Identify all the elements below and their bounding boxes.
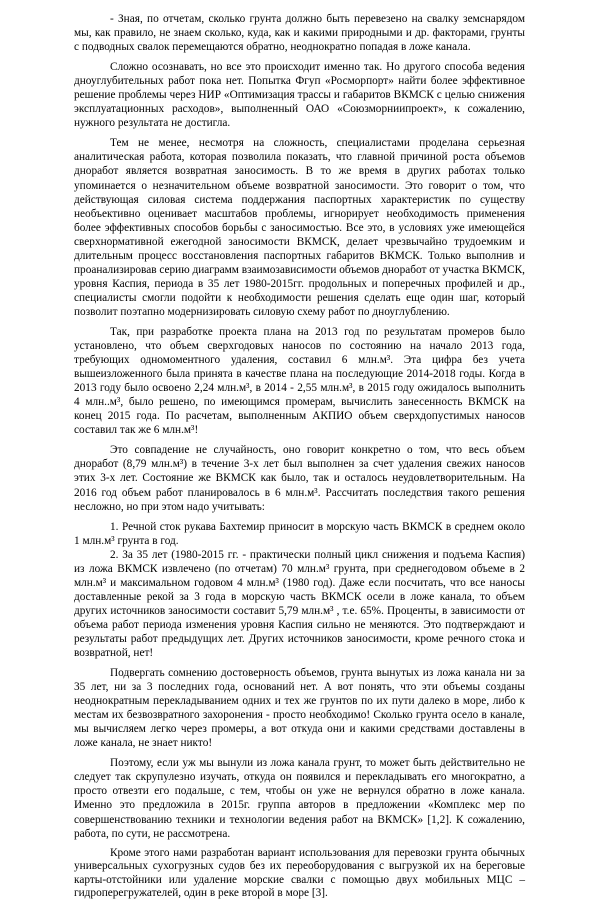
paragraph-proposal-2015: Поэтому, если уж мы вынули из ложа канала грунт, то может быть действительно не следует так скрупулезно изучать, откуда он появился и перекладывать его многократно, а просто отвезти его подальше, с тем, чтобы он уже не вернулся обратно в ложе канала. Именно это предложила в 2015г. группа авторов в предложении «Комплекс мер по совершенствованию техники и технологии ведения работ на ВКМСК» [1,2]. К сожалению, работа, по сути, не рассмотрена.	[74, 757, 525, 840]
paragraph-point-2-35-years: 2. За 35 лет (1980-2015 гг. - практически полный цикл снижения и подъема Каспия) из ложа ВКМСК извлечено (по отчетам) 70 млн.м³ грунта, при среднегодовом объеме в 2 млн.м³ и максимальном годовом 4 млн.м³ (1980 год). Даже если посчитать, что все наносы доставленные рекой за 3 года в морскую часть ВКМСК осели в ложе канала, то объем других источников заносимости составит 5,79 млн.м³ , т.е. 65%. Проценты, в зависимости от объема работ периода изменения уровня Каспия сильно не меняются. Это подтверждают и результаты работ предыдущих лет. Других источников заносимости, кроме речного стока и возвратной, нет!	[74, 548, 525, 660]
paragraph-doubt-volumes: Подвергать сомнению достоверность объемов, грунта вынутых из ложа канала ни за 35 лет, ни за 3 последних года, оснований нет. А вот понять, что эти объемы созданы неоднократным перекладыванием одних и тех же грунтов по их пути далеко в море, либо к местам их безвозвратного захоронения - просто необходимо! Сколько грунта осело в канале, мы вычисляем легко через промеры, а вот откуда они и какими средствами доставлены в ложе канала, не знает никто!	[74, 667, 525, 750]
paragraph-analytical-work: Тем не менее, несмотря на сложность, специалистами проделана серьезная аналитическая работа, которая позволила показать, что главной причиной роста объемов дноработ является возвратная заносимость. В то же время в других работах только упоминается о незначительном объеме возвратной заносимости. Это говорит о том, что действующая силовая система поддержания паспортных характеристик по существу необъективно оценивает масштабов проблемы, игнорирует необходимость применения более эффективных способов борьбы с заносимостью. Все это, в условиях уже имеющейся сверхнормативной ежегодной заносимости ВКМСК, делает чрезвычайно трудоемким и длительным процесс восстановления паспортных габаритов ВКМСК. Только выполнив и проанализировав серию диаграмм взаимозависимости объемов дноработ от участка ВКМСК, уровня Каспия, периода в 35 лет 1980-2015гг. продольных и поперечных профилей и др., специалисты смогли подойти к необходимости решения сделать еще один шаг, который позволит поэтапно модернизировать силовую схему работ по дноуглублению.	[74, 137, 525, 318]
paragraph-returning-soil: - Зная, по отчетам, сколько грунта должно быть перевезено на свалку земснарядом мы, как правило, не знаем сколько, куда, как и какими природными и др. факторами, грунты с подводных свалок перемещаются обратно, неоднократно попадая в ложе канала.	[74, 13, 525, 54]
paragraph-plan-2013: Так, при разработке проекта плана на 2013 год по результатам промеров было установлено, что объем сверхгодовых наносов по состоянию на начало 2013 года, требующих одномоментного удаления, составил 6 млн.м³. Эта цифра без учета вышеизложенного была принята в качестве плана на последующие 2014-2018 годы. Когда в 2013 году было освоено 2,24 млн.м³, в 2014 - 2,55 млн.м³, в 2015 году ожидалось выполнить 4 млн..м³, было решено, по имеющимся промерам, вычислить занесенность ВКМСК на конец 2015 года. По расчетам, выполненным АКПИО объем сверхдопустимых наносов составил так же 6 млн.м³!	[74, 325, 525, 437]
paragraph-research-attempt: Сложно осознавать, но все это происходит именно так. Но другого способа ведения дноуглубительных работ пока нет. Попытка Фгуп «Росморпорт» найти более эффективное решение проблемы через НИР «Оптимизация трассы и габаритов ВКМСК с целью снижения эксплуатационных расходов», выполненный ОАО «Союзморниипроект», к сожалению, нужного результата не достигла.	[74, 61, 525, 130]
paragraph-dry-cargo-option: Кроме этого нами разработан вариант использования для перевозки грунта обычных универсальных сухогрузных судов без их переоборудования с выгрузкой их на береговые карты-отстойники или удаление морские свалки с помощью двух мобильных МЦС – гидроперегружателей, один в реке второй в море [3].	[74, 846, 525, 900]
paragraph-point-1-river-flow: 1. Речной сток рукава Бахтемир приносит в морскую часть ВКМСК в среднем около 1 млн.м³ грунта в год.	[74, 520, 525, 547]
paragraph-coincidence: Это совпадение не случайность, оно говорит конкретно о том, что весь объем дноработ (8,79 млн.м³) в течение 3-х лет был выполнен за счет удаления свежих наносов этих 3-х лет. Состояние же ВКМСК как было, так и осталось неудовлетворительным. На 2016 год объем работ планировалось в 6 млн.м³. Рассчитать последствия такого решения несложно, но при этом надо учитывать:	[74, 444, 525, 513]
